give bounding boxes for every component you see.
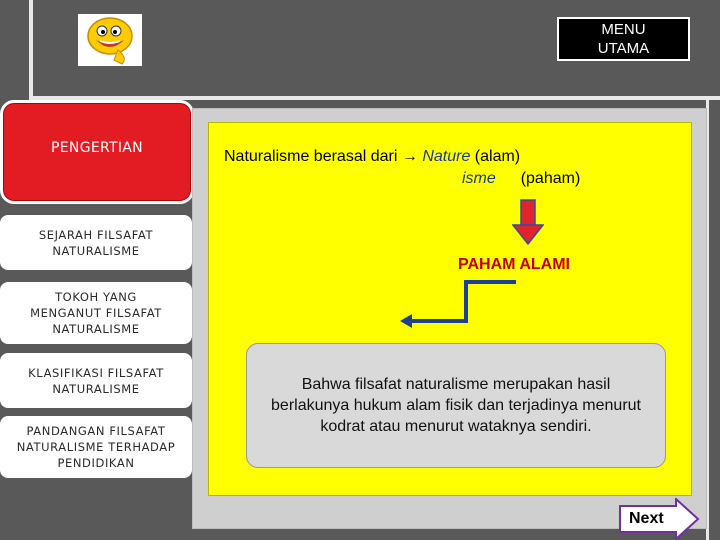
left-arrow-connector-icon	[398, 278, 518, 332]
smiley-mascot-icon	[78, 14, 142, 66]
sidebar-item-tokoh[interactable]	[0, 282, 192, 344]
down-arrow-icon	[512, 199, 544, 245]
etymology-line-1	[224, 148, 520, 166]
sidebar-item-label: KLASIFIKASI FILSAFAT NATURALISME	[28, 365, 164, 396]
explanation-text: Bahwa filsafat naturalisme merupakan hasil berlakunya hukum alam fisik dan terjadinya menurut kodrat atau menurut wataknya sendiri.	[271, 376, 641, 435]
logo	[78, 14, 142, 66]
sidebar-item-pengertian[interactable]	[0, 100, 194, 204]
sidebar-item-pandangan[interactable]	[0, 416, 192, 478]
sidebar-item-klasifikasi[interactable]	[0, 353, 192, 408]
right-arrow-icon: →	[401, 148, 418, 165]
word-isme: isme	[462, 170, 496, 187]
word-nature: Nature	[422, 148, 471, 165]
etymology-line-2	[462, 170, 580, 188]
etymology-prefix: Naturalisme berasal dari	[224, 148, 398, 165]
sidebar-item-label: SEJARAH FILSAFAT NATURALISME	[38, 227, 154, 258]
sidebar-item-sejarah[interactable]	[0, 215, 192, 270]
explanation-box	[246, 343, 666, 468]
frame-line-left	[29, 0, 33, 100]
result-label: PAHAM ALAMI	[458, 256, 570, 273]
sidebar-item-label: PENGERTIAN	[51, 140, 143, 156]
word-nature-meaning: (alam)	[474, 148, 521, 165]
sidebar-item-label: PANDANGAN FILSAFAT NATURALISME TERHADAP PENDIDIKAN	[16, 424, 176, 470]
main-menu-button[interactable]	[557, 17, 690, 61]
word-isme-meaning: (paham)	[520, 170, 581, 187]
main-menu-label: MENU UTAMA	[597, 21, 650, 57]
sidebar-item-label: TOKOH YANG MENGANUT FILSAFAT NATURALISME	[30, 290, 162, 336]
next-button[interactable]: Next	[629, 510, 664, 527]
